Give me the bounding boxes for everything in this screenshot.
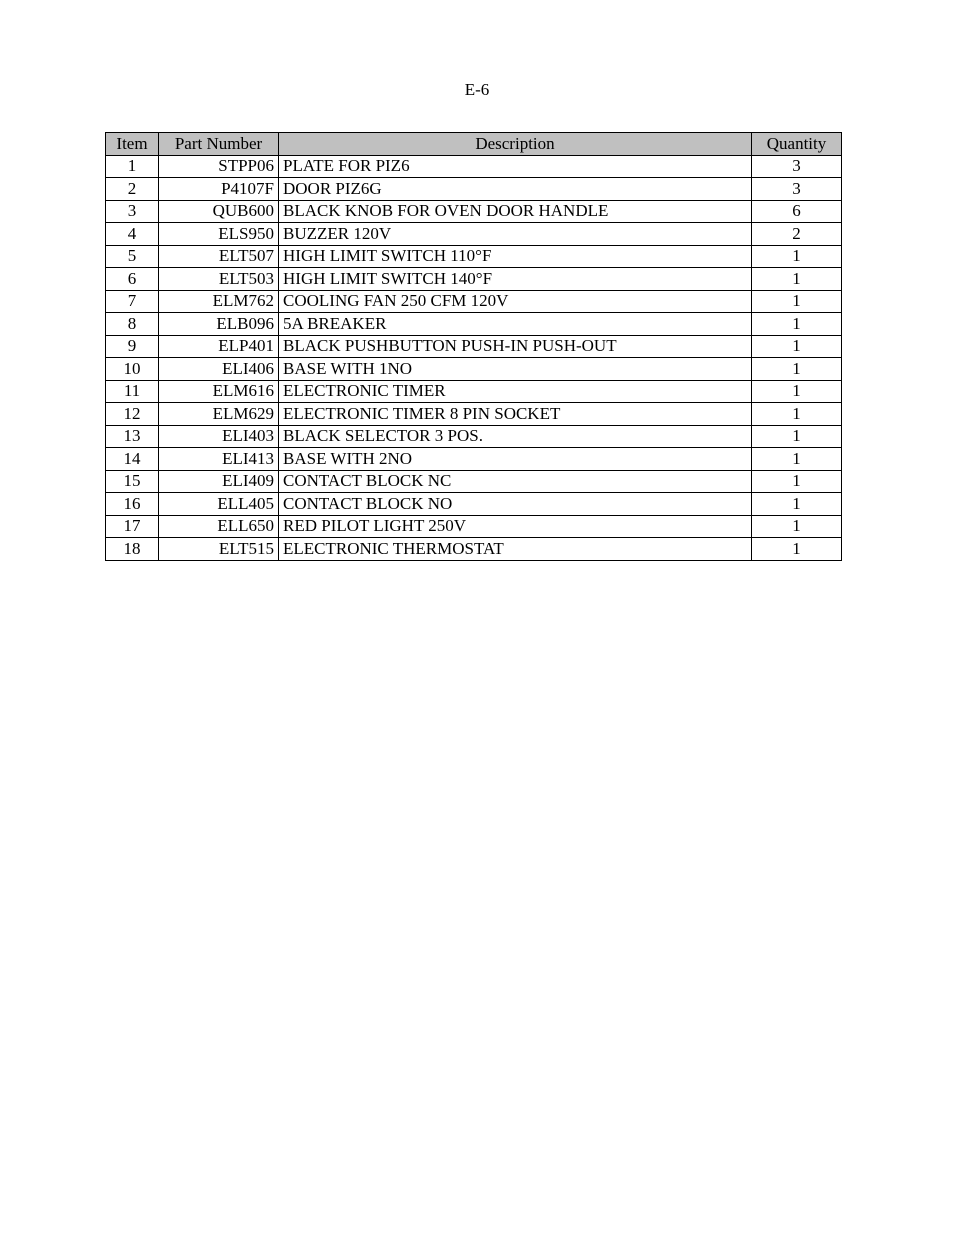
cell-part-number: ELI413 — [159, 448, 279, 471]
cell-quantity: 1 — [752, 538, 842, 561]
cell-quantity: 1 — [752, 268, 842, 291]
cell-part-number: QUB600 — [159, 200, 279, 223]
cell-description: BLACK SELECTOR 3 POS. — [279, 425, 752, 448]
cell-quantity: 1 — [752, 380, 842, 403]
table-row — [106, 223, 842, 246]
cell-description: COOLING FAN 250 CFM 120V — [279, 290, 752, 313]
cell-quantity: 1 — [752, 470, 842, 493]
cell-part-number: ELI406 — [159, 358, 279, 381]
cell-part-number: ELS950 — [159, 223, 279, 246]
table-row — [106, 448, 842, 471]
cell-quantity: 1 — [752, 493, 842, 516]
parts-table — [105, 132, 842, 561]
cell-item: 16 — [106, 493, 159, 516]
cell-quantity: 1 — [752, 425, 842, 448]
cell-part-number: ELB096 — [159, 313, 279, 336]
table-row — [106, 290, 842, 313]
cell-quantity: 1 — [752, 290, 842, 313]
cell-description: BLACK PUSHBUTTON PUSH-IN PUSH-OUT — [279, 335, 752, 358]
cell-quantity: 1 — [752, 245, 842, 268]
cell-part-number: ELM762 — [159, 290, 279, 313]
page-number: E-6 — [464, 80, 490, 99]
cell-part-number: ELI403 — [159, 425, 279, 448]
table-row — [106, 515, 842, 538]
cell-part-number: ELT503 — [159, 268, 279, 291]
cell-quantity: 1 — [752, 515, 842, 538]
cell-item: 10 — [106, 358, 159, 381]
cell-part-number: ELL650 — [159, 515, 279, 538]
cell-item: 8 — [106, 313, 159, 336]
cell-item: 11 — [106, 380, 159, 403]
cell-part-number: ELM629 — [159, 403, 279, 426]
table-row — [106, 155, 842, 178]
table-row — [106, 335, 842, 358]
cell-description: ELECTRONIC TIMER — [279, 380, 752, 403]
cell-quantity: 1 — [752, 335, 842, 358]
cell-description: HIGH LIMIT SWITCH 140°F — [279, 268, 752, 291]
cell-item: 13 — [106, 425, 159, 448]
cell-item: 6 — [106, 268, 159, 291]
cell-part-number: ELM616 — [159, 380, 279, 403]
cell-part-number: STPP06 — [159, 155, 279, 178]
table-row — [106, 493, 842, 516]
cell-description: HIGH LIMIT SWITCH 110°F — [279, 245, 752, 268]
cell-description: PLATE FOR PIZ6 — [279, 155, 752, 178]
cell-item: 9 — [106, 335, 159, 358]
table-row — [106, 403, 842, 426]
header-part-number: Part Number — [159, 133, 279, 156]
cell-quantity: 3 — [752, 155, 842, 178]
cell-part-number: ELL405 — [159, 493, 279, 516]
cell-description: ELECTRONIC THERMOSTAT — [279, 538, 752, 561]
table-row — [106, 200, 842, 223]
cell-item: 15 — [106, 470, 159, 493]
cell-quantity: 2 — [752, 223, 842, 246]
header-description: Description — [279, 133, 752, 156]
cell-item: 5 — [106, 245, 159, 268]
header-item: Item — [106, 133, 159, 156]
cell-description: CONTACT BLOCK NC — [279, 470, 752, 493]
table-row — [106, 268, 842, 291]
cell-item: 12 — [106, 403, 159, 426]
cell-quantity: 1 — [752, 403, 842, 426]
cell-item: 17 — [106, 515, 159, 538]
table-row — [106, 425, 842, 448]
cell-part-number: ELT515 — [159, 538, 279, 561]
table-row — [106, 358, 842, 381]
cell-item: 14 — [106, 448, 159, 471]
cell-quantity: 1 — [752, 358, 842, 381]
cell-description: BASE WITH 1NO — [279, 358, 752, 381]
cell-quantity: 1 — [752, 448, 842, 471]
cell-part-number: ELI409 — [159, 470, 279, 493]
cell-item: 2 — [106, 178, 159, 201]
cell-item: 1 — [106, 155, 159, 178]
cell-quantity: 3 — [752, 178, 842, 201]
cell-item: 18 — [106, 538, 159, 561]
cell-part-number: ELP401 — [159, 335, 279, 358]
cell-part-number: P4107F — [159, 178, 279, 201]
table-row — [106, 538, 842, 561]
cell-description: 5A BREAKER — [279, 313, 752, 336]
cell-description: CONTACT BLOCK NO — [279, 493, 752, 516]
cell-description: BUZZER 120V — [279, 223, 752, 246]
cell-description: BASE WITH 2NO — [279, 448, 752, 471]
table-row — [106, 470, 842, 493]
cell-item: 4 — [106, 223, 159, 246]
cell-description: RED PILOT LIGHT 250V — [279, 515, 752, 538]
cell-part-number: ELT507 — [159, 245, 279, 268]
cell-quantity: 6 — [752, 200, 842, 223]
header-quantity: Quantity — [752, 133, 842, 156]
table-row — [106, 380, 842, 403]
cell-description: DOOR PIZ6G — [279, 178, 752, 201]
cell-item: 7 — [106, 290, 159, 313]
table-row — [106, 245, 842, 268]
table-row — [106, 313, 842, 336]
cell-description: ELECTRONIC TIMER 8 PIN SOCKET — [279, 403, 752, 426]
parts-table-body — [106, 155, 842, 560]
cell-quantity: 1 — [752, 313, 842, 336]
table-row — [106, 178, 842, 201]
cell-description: BLACK KNOB FOR OVEN DOOR HANDLE — [279, 200, 752, 223]
table-header-row — [106, 133, 842, 156]
cell-item: 3 — [106, 200, 159, 223]
